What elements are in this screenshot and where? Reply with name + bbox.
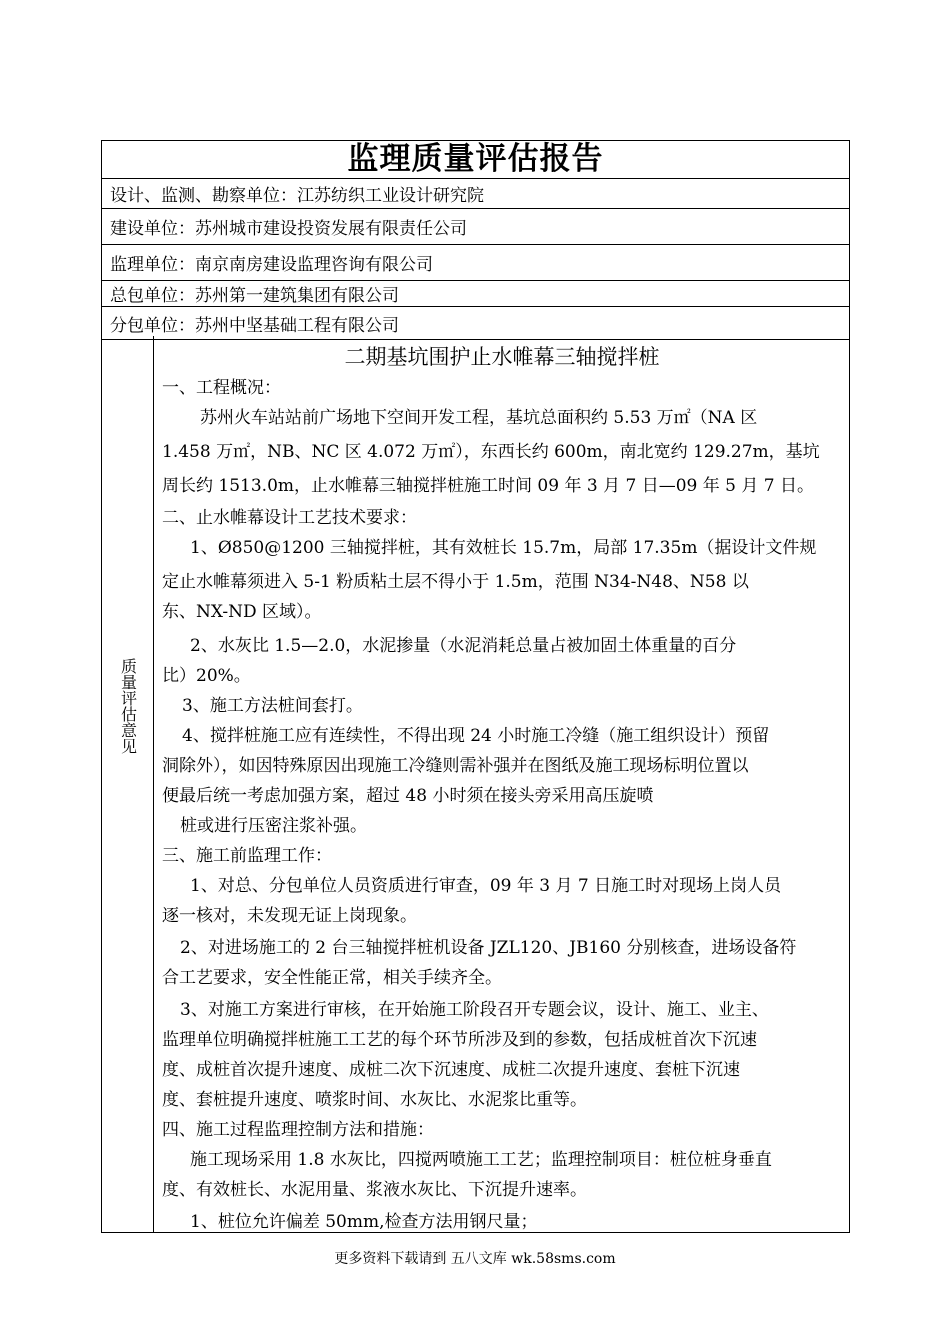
paragraph-line: 度、套桩提升速度、喷浆时间、水灰比、水泥浆比重等。 xyxy=(162,1090,587,1110)
paragraph-line: 施工现场采用 1.8 水灰比，四搅两喷施工工艺；监理控制项目：桩位桩身垂直 xyxy=(190,1150,772,1170)
paragraph-line: 东、NX-ND 区域）。 xyxy=(162,602,322,622)
paragraph-line: 1、桩位允许偏差 50mm,检查方法用钢尺量； xyxy=(190,1212,538,1232)
paragraph-line: 1、Ø850@1200 三轴搅拌桩，其有效桩长 15.7m，局部 17.35m（据设计文件规 xyxy=(190,538,817,558)
paragraph-line: 监理单位明确搅拌桩施工工艺的每个环节所涉及到的参数，包括成桩首次下沉速 xyxy=(162,1030,757,1050)
paragraph-line: 3、对施工方案进行审核，在开始施工阶段召开专题会议，设计、施工、业主、 xyxy=(180,1000,769,1020)
paragraph-line: 洞除外），如因特殊原因出现施工冷缝则需补强并在图纸及施工现场标明位置以 xyxy=(162,756,749,776)
paragraph-line: 2、水灰比 1.5—2.0，水泥掺量（水泥消耗总量占被加固土体重量的百分 xyxy=(190,636,737,656)
paragraph-line: 比）20%。 xyxy=(162,666,251,686)
paragraph-line: 1、对总、分包单位人员资质进行审查，09 年 3 月 7 日施工时对现场上岗人员 xyxy=(190,876,782,896)
paragraph-line: 苏州火车站站前广场地下空间开发工程，基坑总面积约 5.53 万㎡（NA 区 xyxy=(200,408,758,428)
general-contractor-row: 总包单位：苏州第一建筑集团有限公司 xyxy=(102,281,849,307)
paragraph-line: 逐一核对，未发现无证上岗现象。 xyxy=(162,906,417,926)
supervision-unit-row: 监理单位：南京南房建设监理咨询有限公司 xyxy=(102,245,849,281)
paragraph-line: 度、成桩首次提升速度、成桩二次下沉速度、成桩二次提升速度、套桩下沉速 xyxy=(162,1060,740,1080)
side-label-cell xyxy=(102,336,154,1232)
page-footer: 更多资料下载请到 五八文库 wk.58sms.com xyxy=(334,1251,616,1267)
assessment-content xyxy=(162,336,842,1232)
report-table xyxy=(101,140,850,1233)
side-label-text: 质量评估意见 xyxy=(118,658,138,754)
report-title: 监理质量评估报告 xyxy=(102,141,849,179)
paragraph-line: 定止水帷幕须进入 5-1 粉质粘土层不得小于 1.5m，范围 N34-N48、N58 以 xyxy=(162,572,749,592)
paragraph-line: 度、有效桩长、水泥用量、浆液水灰比、下沉提升速率。 xyxy=(162,1180,587,1200)
section-heading: 四、施工过程监理控制方法和措施： xyxy=(162,1120,434,1140)
section-heading: 二、止水帷幕设计工艺技术要求： xyxy=(162,508,417,528)
project-title: 二期基坑围护止水帷幕三轴搅拌桩 xyxy=(344,345,660,369)
construction-unit-row: 建设单位：苏州城市建设投资发展有限责任公司 xyxy=(102,209,849,245)
paragraph-line: 周长约 1513.0m，止水帷幕三轴搅拌桩施工时间 09 年 3 月 7 日—09 年 5 月 7 日。 xyxy=(162,476,814,496)
paragraph-line: 3、施工方法桩间套打。 xyxy=(182,696,363,716)
paragraph-line: 合工艺要求，安全性能正常，相关手续齐全。 xyxy=(162,968,502,988)
subcontractor-row: 分包单位：苏州中坚基础工程有限公司 xyxy=(102,307,849,340)
paragraph-line: 桩或进行压密注浆补强。 xyxy=(180,816,367,836)
paragraph-line: 1.458 万㎡，NB、NC 区 4.072 万㎡），东西长约 600m，南北宽约 129.27m，基坑 xyxy=(162,442,820,462)
section-heading: 三、施工前监理工作： xyxy=(162,846,332,866)
design-unit-row: 设计、监测、勘察单位：江苏纺织工业设计研究院 xyxy=(102,179,849,209)
paragraph-line: 4、搅拌桩施工应有连续性，不得出现 24 小时施工冷缝（施工组织设计）预留 xyxy=(182,726,770,746)
section-heading: 一、工程概况： xyxy=(162,378,281,398)
paragraph-line: 便最后统一考虑加强方案，超过 48 小时须在接头旁采用高压旋喷 xyxy=(162,786,654,806)
paragraph-line: 2、对进场施工的 2 台三轴搅拌桩机设备 JZL120、JB160 分别核查，进场设备符 xyxy=(180,938,797,958)
assessment-section xyxy=(102,336,849,1232)
